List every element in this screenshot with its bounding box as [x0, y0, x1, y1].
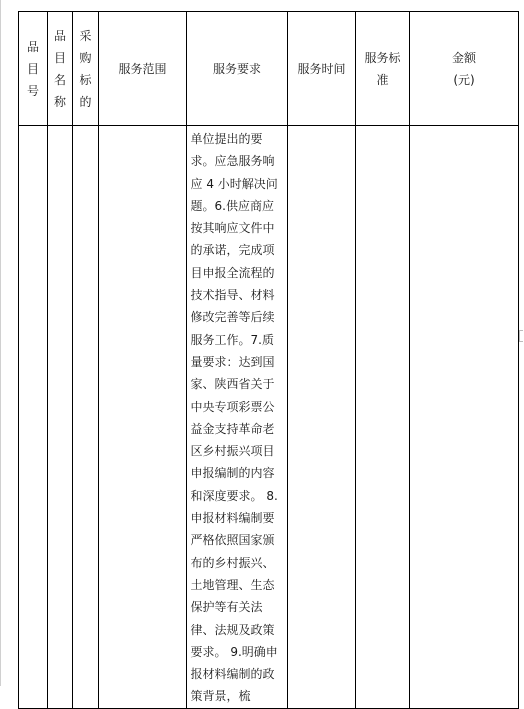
page-margin-marker: [519, 330, 523, 342]
header-service-time: 服务时间: [288, 12, 356, 126]
cell-procurement-target: [73, 126, 99, 709]
header-item-name: 品目名称: [48, 12, 73, 126]
cell-service-requirements: [187, 126, 288, 709]
header-row: [19, 12, 519, 126]
cell-amount: [410, 126, 519, 709]
procurement-table: [18, 11, 519, 709]
cell-item-name: [48, 126, 73, 709]
cell-service-scope: [99, 126, 187, 709]
amount-label: 金额: [451, 50, 476, 65]
service-requirements-text: 单位提出的要求。应急服务响应 4 小时解决问题。6.供应商应按其响应文件中的承诺，完成项目申报全流程的技术指导、材料修改完善等后续服务工作。7.质量要求：达到国家、陕西省关于中央专项彩票公益金支持革命老区乡村振兴项目申报编制的内容和深度要求。 8.申报材料编制要严格依照国家颁布的乡村振兴、土地管理、生态保护等有关法律、法规及政策要求。 9.明确申报材料编制的政策背景，梳: [190, 132, 278, 704]
cell-service-time: [288, 126, 356, 709]
header-item-no: 品目号: [19, 12, 48, 126]
header-procurement-target: 采购标的: [73, 12, 99, 126]
header-amount: [410, 12, 519, 126]
cell-item-no: [19, 126, 48, 709]
header-service-requirements: 服务要求: [187, 12, 288, 126]
table-row: [19, 126, 519, 709]
amount-unit: (元): [453, 72, 475, 87]
header-service-scope: 服务范围: [99, 12, 187, 126]
header-service-standard: 服务标准: [356, 12, 410, 126]
cell-service-standard: [356, 126, 410, 709]
